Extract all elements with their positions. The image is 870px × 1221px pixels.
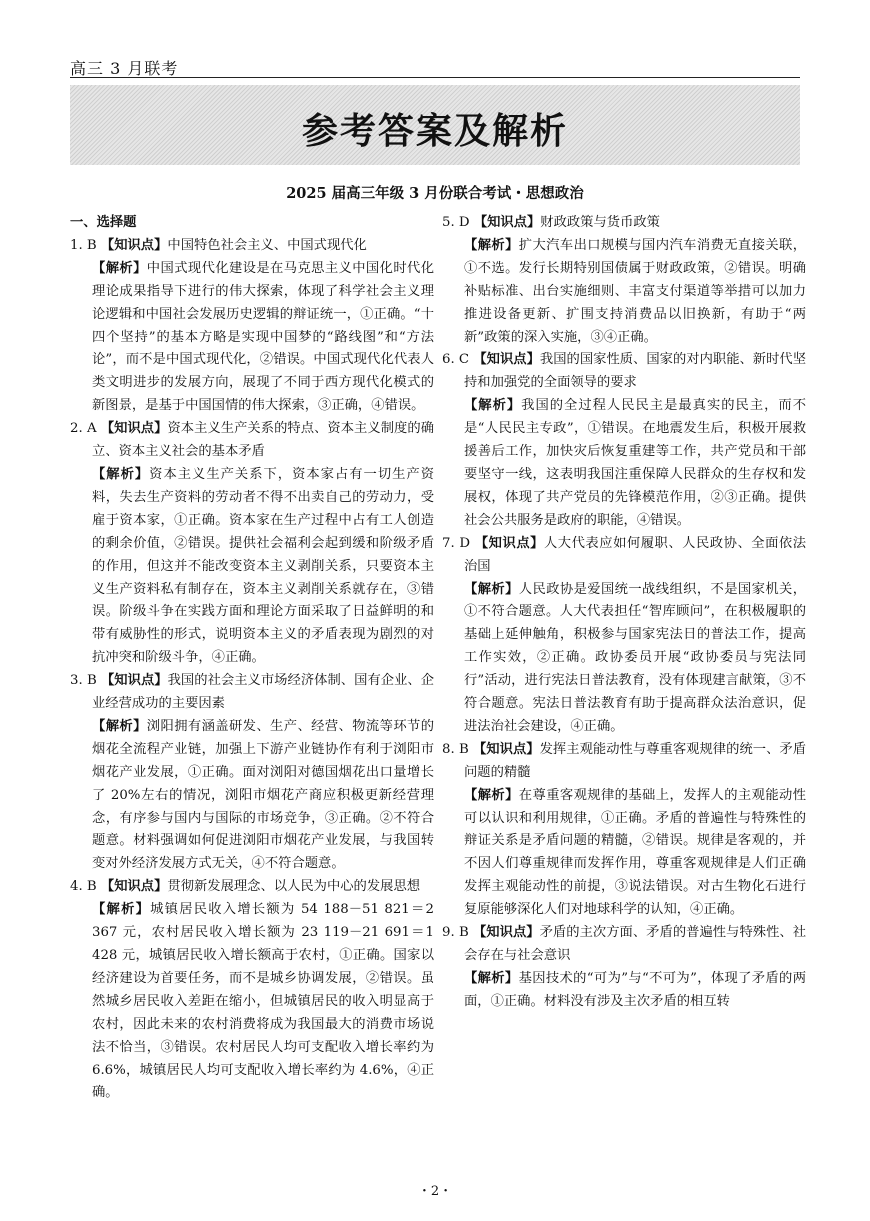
knowledge-point: 发挥主观能动性与尊重客观规律的统一、矛盾问题的精髓 [464,741,807,780]
page-number: ・2・ [417,1184,453,1199]
title-banner [70,85,800,165]
knowledge-point-tag: 【知识点】 [472,741,540,757]
question-4 [70,876,434,1105]
question-9 [442,922,806,1014]
knowledge-point-tag: 【知识点】 [100,673,168,689]
knowledge-point: 我国的社会主义市场经济体制、国有企业、企业经营成功的主要因素 [92,673,435,712]
page-subtitle: 2025 届高三年级 3 月份联合考试・思想政治 [286,185,584,202]
question-head [442,212,806,235]
analysis-text: 城镇居民收入增长额为 54 188－51 821＝2 367 元，农村居民收入增长额为 23 119－21 691＝1 428 元，城镇居民收入增长额高于农村，①正确。国家以经济建设为首要任务，而不是城乡协调发展，②错误。虽然城乡居民收入差距在缩小，但城镇居民的收入明显高于农村，因此未来的农村消费将成为我国最大的消费市场说法不恰当，③错误。农村居民人均可支配收入增长率约为 6.6%，城镇居民人均可支配收入增长率约为 4.6%，④正确。 [92,902,434,1101]
question-head [70,670,434,716]
question-number: 2. A [70,421,97,437]
question-head [442,739,806,785]
knowledge-point: 我国的国家性质、国家的对内职能、新时代坚持和加强党的全面领导的要求 [464,352,807,391]
analysis-text: 扩大汽车出口规模与国内汽车消费无直接关联，①不选。发行长期特别国债属于财政政策，②错误。明确补贴标准、出台实施细则、丰富支付渠道等举措可以加力推进设备更新、扩围支持消费品以旧换新，有助于“两新”政策的深入实施，③④正确。 [464,237,807,345]
knowledge-point: 矛盾的主次方面、矛盾的普遍性与特殊性、社会存在与社会意识 [464,925,807,963]
knowledge-point-tag: 【知识点】 [473,352,540,368]
analysis-text: 人民政协是爱国统一战线组织，不是国家机关，①不符合题意。人大代表担任“智库顾问”，在积极履职的基础上延伸触角，积极参与国家宪法日的普法工作，提高工作实效，②正确。政协委员开展“政协委员与宪法同行”活动，进行宪法日普法教育，没有体现建言献策，③不符合题意。宪法日普法教育有助于提高群众法治意识，促进法治社会建设，④正确。 [464,581,807,734]
question-8 [442,739,806,922]
left-column [70,212,434,1105]
analysis-text: 浏阳拥有涵盖研发、生产、经营、物流等环节的烟花全流程产业链，加强上下游产业链协作有利于浏阳市烟花产业发展，①正确。面对浏阳对德国烟花出口量增长了 20%左右的情况，浏阳市烟花产商应积极更新经营理念，有序参与国内与国际的市场竞争，③正确。②不符合题意。材料强调如何促进浏阳市烟花产业发展，与我国转变对外经济发展方式无关，④不符合题意。 [92,718,435,872]
analysis-tag: 【解析】 [92,260,147,276]
analysis-text: 中国式现代化建设是在马克思主义中国化时代化理论成果指导下进行的伟大探索，体现了科学社会主义理论逻辑和中国社会发展历史逻辑的辩证统一，①正确。“十四个坚持”的基本方略是实现中国梦的“路线图”和“方法论”，而不是中国式现代化，②错误。中国式现代化代表人类文明进步的发展方向，展现了不同于西方现代化模式的新图景，是基于中国国情的伟大探索，③正确，④错误。 [92,260,435,414]
section-title: 一、选择题 [70,215,137,230]
analysis-text: 资本主义生产关系下，资本家占有一切生产资料，失去生产资料的劳动者不得不出卖自己的劳动力，受雇于资本家，①正确。资本家在生产过程中占有工人创造的剩余价值，②错误。提供社会福利会起到缓和阶级矛盾的作用，但这并不能改变资本主义剥削关系，只要资本主义生产资料私有制存在，资本主义剥削关系就存在，③错误。阶级斗争在实践方面和理论方面采取了日益鲜明的和带有威胁性的形式，说明资本主义的矛盾表现为剧烈的对抗冲突和阶级斗争，④正确。 [92,466,435,666]
analysis-tag: 【解析】 [464,970,519,986]
header-rule [70,77,800,78]
question-analysis [442,395,806,532]
knowledge-point-tag: 【知识点】 [472,925,540,941]
question-1 [70,235,434,418]
banner-title: 参考答案及解析 [301,111,568,152]
analysis-tag: 【解析】 [464,787,519,803]
analysis-tag: 【解析】 [92,718,147,734]
question-analysis [70,899,434,1105]
question-head [442,533,806,579]
knowledge-point: 中国特色社会主义、中国式现代化 [167,237,367,253]
question-analysis [442,235,806,350]
knowledge-point: 财政政策与货币政策 [540,215,660,230]
question-3 [70,670,434,876]
knowledge-point-tag: 【知识点】 [100,879,168,895]
question-number: 6. C [442,352,470,368]
question-number: 5. D [442,215,470,230]
question-analysis [70,464,434,670]
question-analysis [442,785,806,922]
question-number: 1. B [70,237,97,253]
question-analysis [70,716,434,876]
knowledge-point-tag: 【知识点】 [100,237,168,253]
right-column [442,212,806,1014]
analysis-text: 基因技术的“可为”与“不可为”，体现了矛盾的两面，①正确。材料没有涉及主次矛盾的相互转 [464,970,806,1009]
knowledge-point-tag: 【知识点】 [100,421,168,437]
question-number: 8. B [442,741,469,757]
analysis-tag: 【解析】 [464,237,519,253]
question-5 [442,212,806,349]
question-head [442,349,806,395]
question-6 [442,349,806,532]
question-analysis [442,579,806,739]
question-analysis [70,258,434,418]
question-2 [70,418,434,670]
question-7 [442,533,806,739]
question-head [70,876,434,899]
question-head [442,922,806,968]
knowledge-point: 人大代表应如何履职、人民政协、全面依法治国 [464,535,807,574]
knowledge-point: 资本主义生产关系的特点、资本主义制度的确立、资本主义社会的基本矛盾 [92,421,434,460]
analysis-tag: 【解析】 [464,581,519,597]
knowledge-point-tag: 【知识点】 [473,215,541,230]
analysis-tag: 【解析】 [464,398,522,414]
question-analysis [442,968,806,1014]
question-number: 3. B [70,673,97,689]
header-label: 高三 3 月联考 [70,59,179,78]
question-head [70,418,434,464]
analysis-tag: 【解析】 [92,466,150,482]
knowledge-point: 贯彻新发展理念、以人民为中心的发展思想 [167,879,421,895]
question-number: 7. D [442,535,471,551]
knowledge-point-tag: 【知识点】 [474,535,544,551]
analysis-tag: 【解析】 [92,902,151,918]
question-number: 4. B [70,879,97,895]
analysis-text: 我国的全过程人民民主是最真实的民主，而不是“人民民主专政”，①错误。在地震发生后，积极开展救援善后工作，加快灾后恢复重建等工作，共产党员和干部要坚守一线，这表明我国注重保障人民群众的生存权和发展权，体现了共产党员的先锋模范作用，②③正确。提供社会公共服务是政府的职能，④错误。 [464,398,807,528]
question-number: 9. B [442,925,469,941]
analysis-text: 在尊重客观规律的基础上，发挥人的主观能动性可以认识和利用规律，①正确。矛盾的普遍性与特殊性的辩证关系是矛盾问题的精髓，②错误。规律是客观的，并不因人们尊重规律而发挥作用，尊重客观规律是人们正确发挥主观能动性的前提，③说法错误。对古生物化石进行复原能够深化人们对地球科学的认知，④正确。 [464,787,807,918]
question-head [70,235,434,258]
